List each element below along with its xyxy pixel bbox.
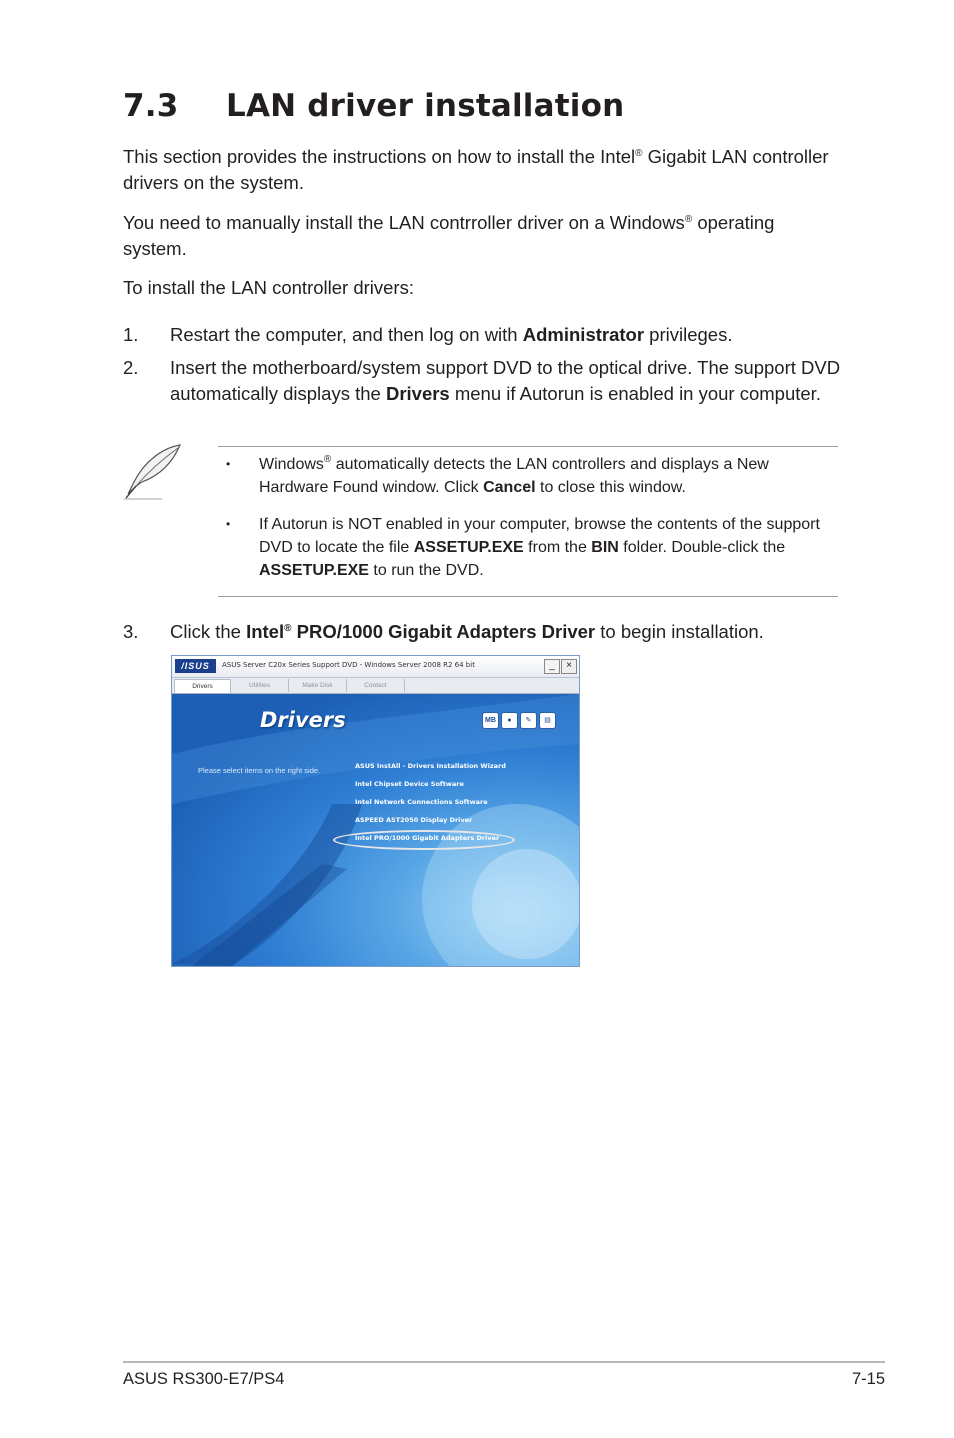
step-3 [123, 619, 843, 645]
tools-icon[interactable]: ✎ [520, 712, 537, 729]
close-button[interactable]: × [561, 659, 577, 674]
footer-rule [123, 1361, 885, 1363]
intro-paragraph-2 [123, 210, 843, 262]
menu-item-asus-install[interactable]: ASUS InstAll - Drivers Installation Wizard [355, 762, 506, 770]
step-text-part: to begin installation. [595, 621, 764, 642]
drivers-panel [172, 694, 579, 966]
step-text-part: Click the [170, 621, 247, 642]
step-text-part: menu if Autorun is enabled in your computer. [449, 383, 821, 404]
support-dvd-window-screenshot [171, 655, 580, 967]
bullet: • [226, 517, 231, 531]
drivers-heading: Drivers [260, 708, 346, 732]
note-item-2 [226, 513, 826, 582]
note-text-part: Windows [259, 456, 324, 473]
footer-page-number: 7-15 [851, 1370, 885, 1388]
tab-make-disk[interactable]: Make Disk [289, 679, 347, 692]
asus-logo: /ISUS [175, 659, 216, 673]
note-text-part: folder. Double-click the [618, 539, 786, 556]
step-bold-term: Administrator [522, 324, 645, 345]
step-text-part: Insert the motherboard/system support DVD to the optical drive. The support DVD automatically displays the [170, 357, 841, 404]
note-text [259, 513, 826, 582]
registered-mark: ® [284, 623, 292, 634]
note-item-1 [226, 453, 826, 499]
section-number: 7.3 [123, 88, 179, 124]
window-title: ASUS Server C20x Series Support DVD - Windows Server 2008 R2 64 bit [222, 661, 475, 669]
step-text [170, 619, 843, 645]
note-text-part: to close this window. [535, 479, 686, 496]
note-top-rule [218, 446, 838, 447]
tab-bar [172, 678, 579, 694]
registered-mark: ® [684, 214, 693, 225]
decorative-background [172, 694, 579, 966]
section-title: LAN driver installation [226, 88, 625, 124]
disc-icon[interactable]: ● [501, 712, 518, 729]
menu-item-intel-chipset[interactable]: Intel Chipset Device Software [355, 780, 464, 788]
intro-text: You need to manually install the LAN contrroller driver on a Windows [123, 212, 685, 233]
note-text [259, 453, 826, 499]
intro-paragraph-3: To install the LAN controller drivers: [123, 277, 414, 298]
note-text-part: automatically detects the LAN controllers and displays a New Hardware Found window. Click [259, 456, 769, 496]
intro-text: Gigabit LAN controller drivers on the system. [123, 146, 829, 193]
selection-hint: Please select items on the right side. [198, 766, 321, 775]
highlight-ellipse [333, 830, 515, 850]
step-2 [123, 355, 843, 407]
menu-item-aspeed-display[interactable]: ASPEED AST2050 Display Driver [355, 816, 473, 824]
note-bottom-rule [218, 596, 838, 597]
note-text-part: from the [523, 539, 592, 556]
note-text-part: If Autorun is NOT enabled in your computer, browse the contents of the support DVD to locate the file [259, 516, 820, 556]
note-bold-term: BIN [591, 539, 619, 556]
note-bold-term: Cancel [483, 479, 536, 496]
intro-text: This section provides the instructions on how to install the Intel [123, 146, 636, 167]
intro-text: operating system. [123, 212, 775, 259]
quill-note-icon [122, 442, 186, 502]
step-number: 2. [123, 357, 139, 378]
step-bold-term: Intel [246, 621, 285, 642]
footer-model: ASUS RS300-E7/PS4 [123, 1370, 285, 1388]
step-bold-term: PRO/1000 Gigabit Adapters Driver [291, 621, 596, 642]
tab-drivers[interactable]: Drivers [174, 679, 231, 693]
step-text-part: privileges. [644, 324, 733, 345]
tab-utilities[interactable]: Utilities [231, 679, 289, 692]
step-text [170, 322, 843, 348]
section-heading [123, 88, 624, 124]
motherboard-info-icon[interactable]: MB [482, 712, 499, 729]
step-text-part: Restart the computer, and then log on with [170, 324, 523, 345]
registered-mark: ® [323, 454, 332, 465]
window-titlebar [172, 656, 579, 678]
menu-item-intel-pro1000[interactable]: Intel PRO/1000 Gigabit Adapters Driver [355, 834, 500, 842]
minimize-button[interactable]: _ [544, 659, 560, 674]
step-bold-term: Drivers [385, 383, 450, 404]
step-number: 3. [123, 621, 139, 642]
step-number: 1. [123, 324, 139, 345]
menu-item-intel-network[interactable]: Intel Network Connections Software [355, 798, 488, 806]
tab-contact[interactable]: Contact [347, 679, 405, 692]
bullet: • [226, 457, 231, 471]
intro-paragraph-1 [123, 144, 843, 196]
note-bold-term: ASSETUP.EXE [259, 562, 369, 579]
step-1 [123, 322, 843, 348]
registered-mark: ® [635, 148, 643, 159]
note-bold-term: ASSETUP.EXE [413, 539, 524, 556]
note-text-part: to run the DVD. [368, 562, 484, 579]
step-text [170, 355, 843, 407]
file-list-icon[interactable]: ▤ [539, 712, 556, 729]
